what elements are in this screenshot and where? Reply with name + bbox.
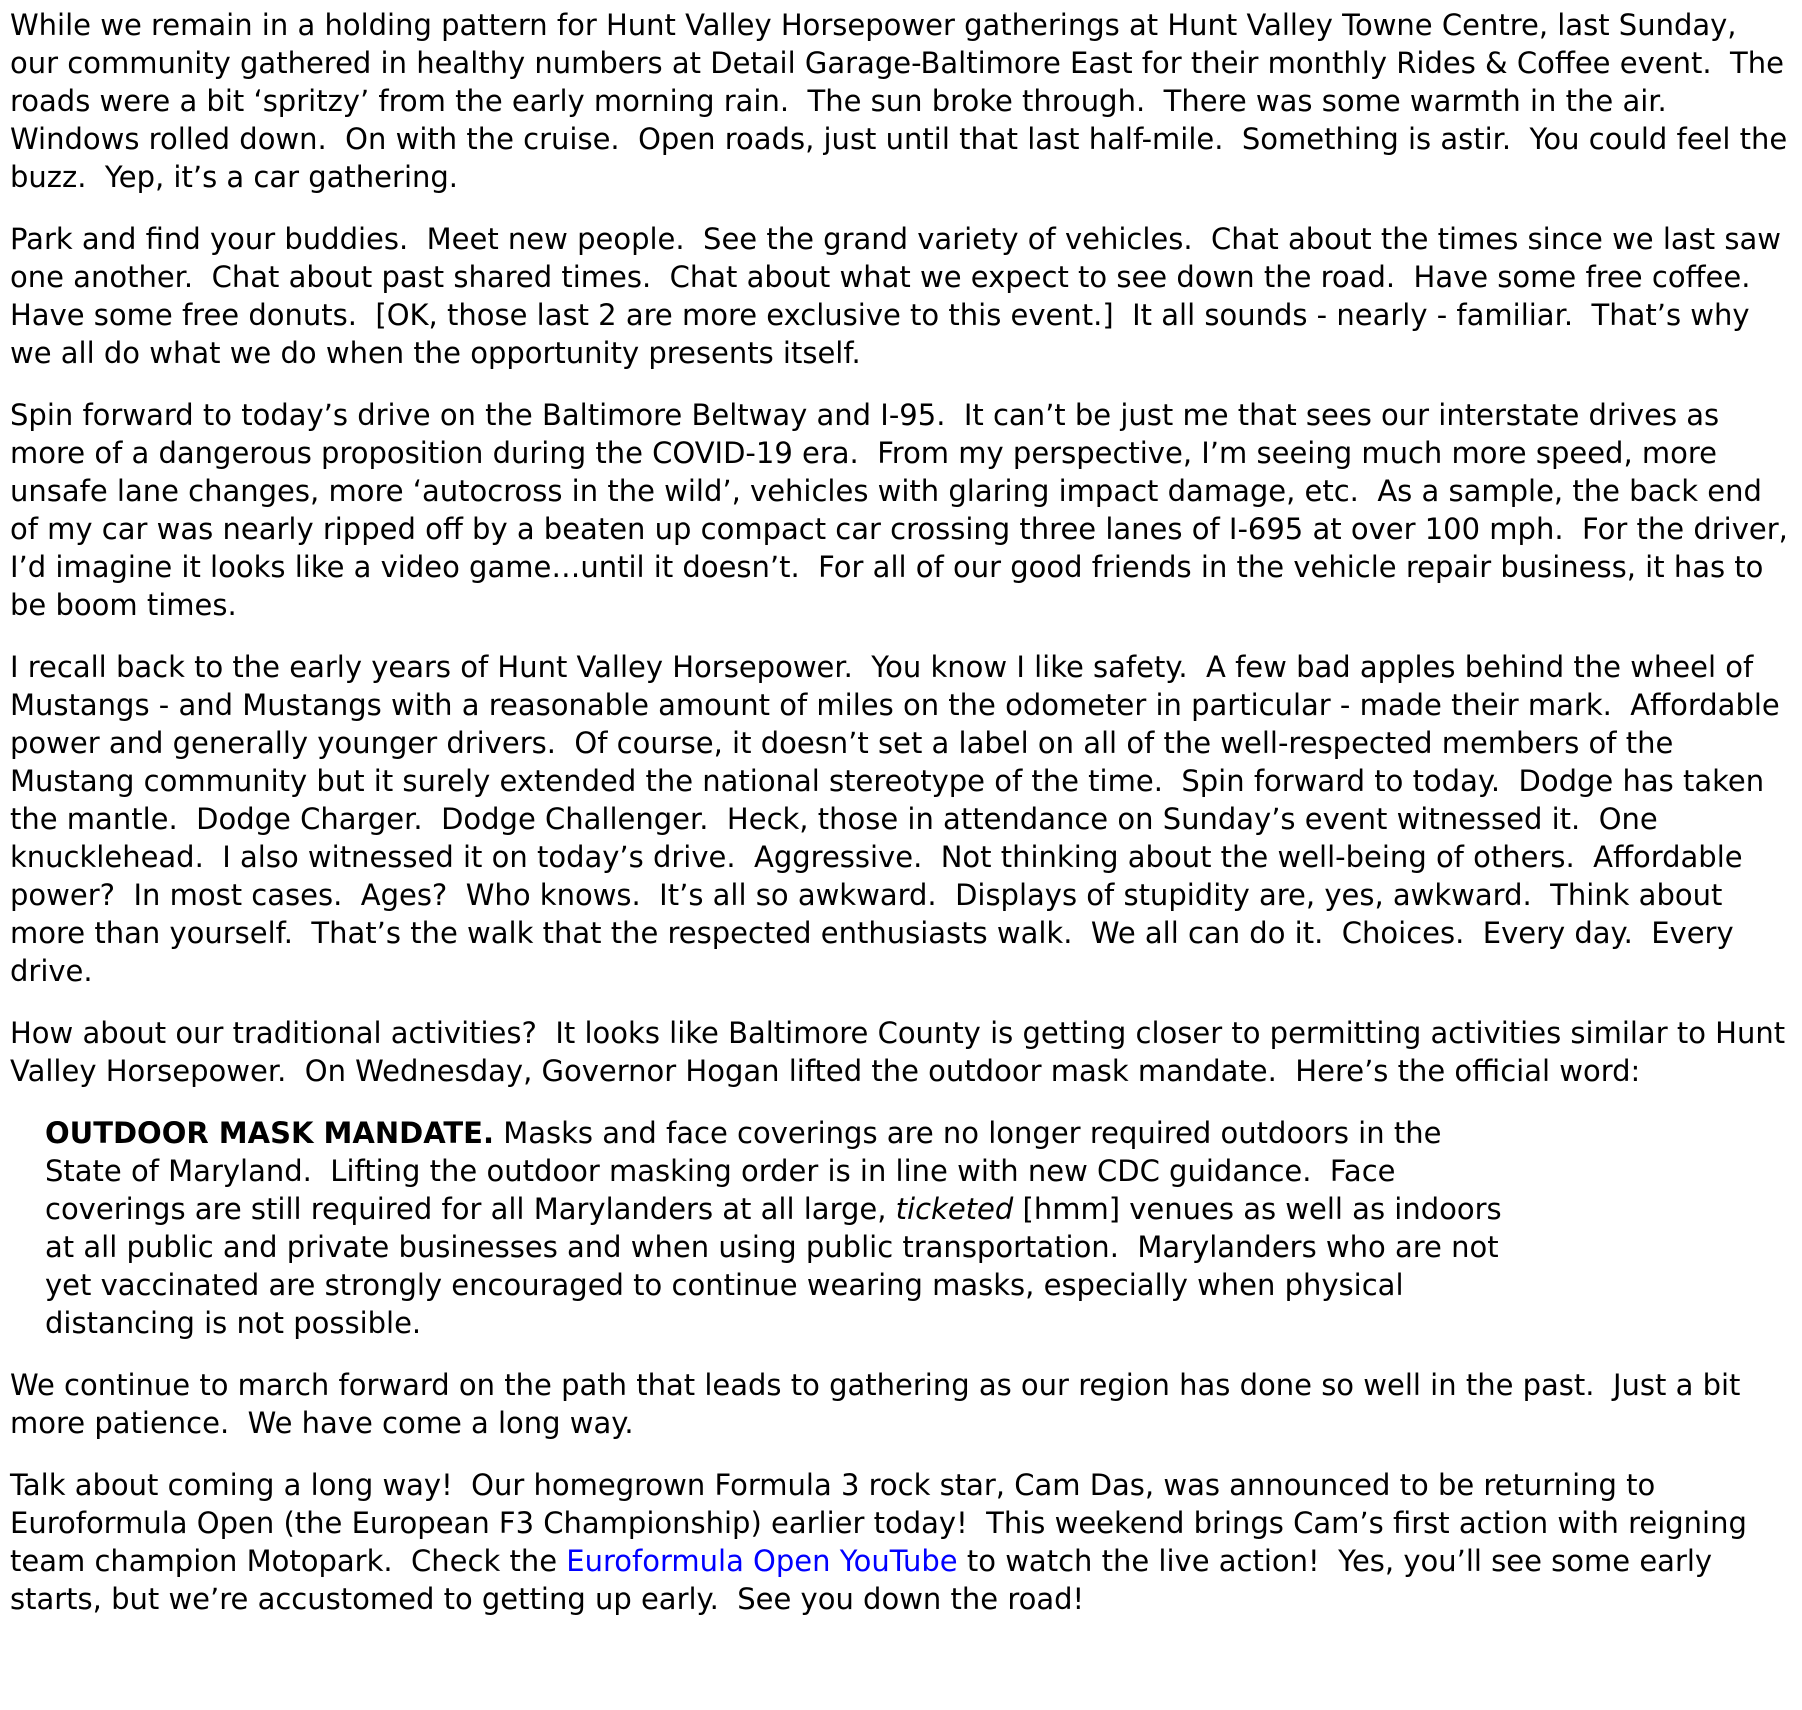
quote-outdoor-mask-mandate <box>45 1114 1511 1342</box>
quote-lead-bold: OUTDOOR MASK MANDATE. <box>45 1116 494 1150</box>
paragraph-mustangs-dodge: I recall back to the early years of Hunt Valley Horsepower. You know I like safety. A few bad apples behind the wheel of Mustangs - and Mustangs with a reasonable amount of miles on the odometer in particular - made their mark. Affordable power and generally younger drivers. Of course, it doesn’t set a label on all of the well-respected members of the Mustang community but it surely extended the national stereotype of the time. Spin forward to today. Dodge has taken the mantle. Dodge Charger. Dodge Challenger. Heck, those in attendance on Sunday’s event witnessed it. One knucklehead. I also witnessed it on today’s drive. Aggressive. Not thinking about the well-being of others. Affordable power? In most cases. Ages? Who knows. It’s all so awkward. Displays of stupidity are, yes, awkward. Think about more than yourself. That’s the walk that the respected enthusiasts walk. We all can do it. Choices. Every day. Every drive. <box>10 650 1789 988</box>
quote-body-after-italic: [hmm] venues as well as indoors at all public and private businesses and when using public transportation. Marylanders who are not yet vaccinated are strongly encouraged to continue wearing masks, especially when physical distancing is not possible. <box>45 1192 1511 1340</box>
paragraph-interstate-drive: Spin forward to today’s drive on the Baltimore Beltway and I-95. It can’t be just me that sees our interstate drives as more of a dangerous proposition during the COVID-19 era. From my perspective, I’m seeing much more speed, more unsafe lane changes, more ‘autocross in the wild’, vehicles with glaring impact damage, etc. As a sample, the back end of my car was nearly ripped off by a beaten up compact car crossing three lanes of I-695 at over 100 mph. For the driver, I’d imagine it looks like a video game…until it doesn’t. For all of our good friends in the vehicle repair business, it has to be boom times. <box>10 398 1798 622</box>
quote-body-before-italic: Masks and face coverings are no longer required outdoors in the State of Maryland. Lifting the outdoor masking order is in line with new CDC guidance. Face coverings are still required for all Marylanders at all large, <box>45 1116 1451 1226</box>
euroformula-open-youtube-link[interactable]: Euroformula Open YouTube <box>566 1544 958 1578</box>
cam-das-text-after-link: to watch the live action! Yes, you’ll see some early starts, but we’re accustomed to getting up early. See you down the road! <box>10 1544 1722 1616</box>
paragraph-park-and-find: Park and find your buddies. Meet new people. See the grand variety of vehicles. Chat about the times since we last saw one another. Chat about past shared times. Chat about what we expect to see down the road. Have some free coffee. Have some free donuts. [OK, those last 2 are more exclusive to this event.] It all sounds - nearly - familiar. That’s why we all do what we do when the opportunity presents itself. <box>10 222 1791 370</box>
quote-italic-word: ticketed <box>895 1192 1014 1226</box>
paragraph-march-forward: We continue to march forward on the path that leads to gathering as our region has done so well in the past. Just a bit more patience. We have come a long way. <box>10 1368 1750 1440</box>
cam-das-text-before-link: Talk about coming a long way! Our homegrown Formula 3 rock star, Cam Das, was announced to be returning to Euroformula Open (the European F3 Championship) earlier today! This weekend brings Cam’s first action with reigning team champion Motopark. Check the <box>10 1468 1757 1578</box>
paragraph-rides-and-coffee: While we remain in a holding pattern for Hunt Valley Horsepower gatherings at Hunt Valley Towne Centre, last Sunday, our community gathered in healthy numbers at Detail Garage-Baltimore East for their monthly Rides & Coffee event. The roads were a bit ‘spritzy’ from the early morning rain. The sun broke through. There was some warmth in the air. Windows rolled down. On with the cruise. Open roads, just until that last half-mile. Something is astir. You could feel the buzz. Yep, it’s a car gathering. <box>10 8 1797 194</box>
paragraph-traditional-activities: How about our traditional activities? It looks like Baltimore County is getting closer to permitting activities similar to Hunt Valley Horsepower. On Wednesday, Governor Hogan lifted the outdoor mask mandate. Here’s the official word: <box>10 1016 1795 1088</box>
paragraph-cam-das <box>10 1466 1790 1618</box>
